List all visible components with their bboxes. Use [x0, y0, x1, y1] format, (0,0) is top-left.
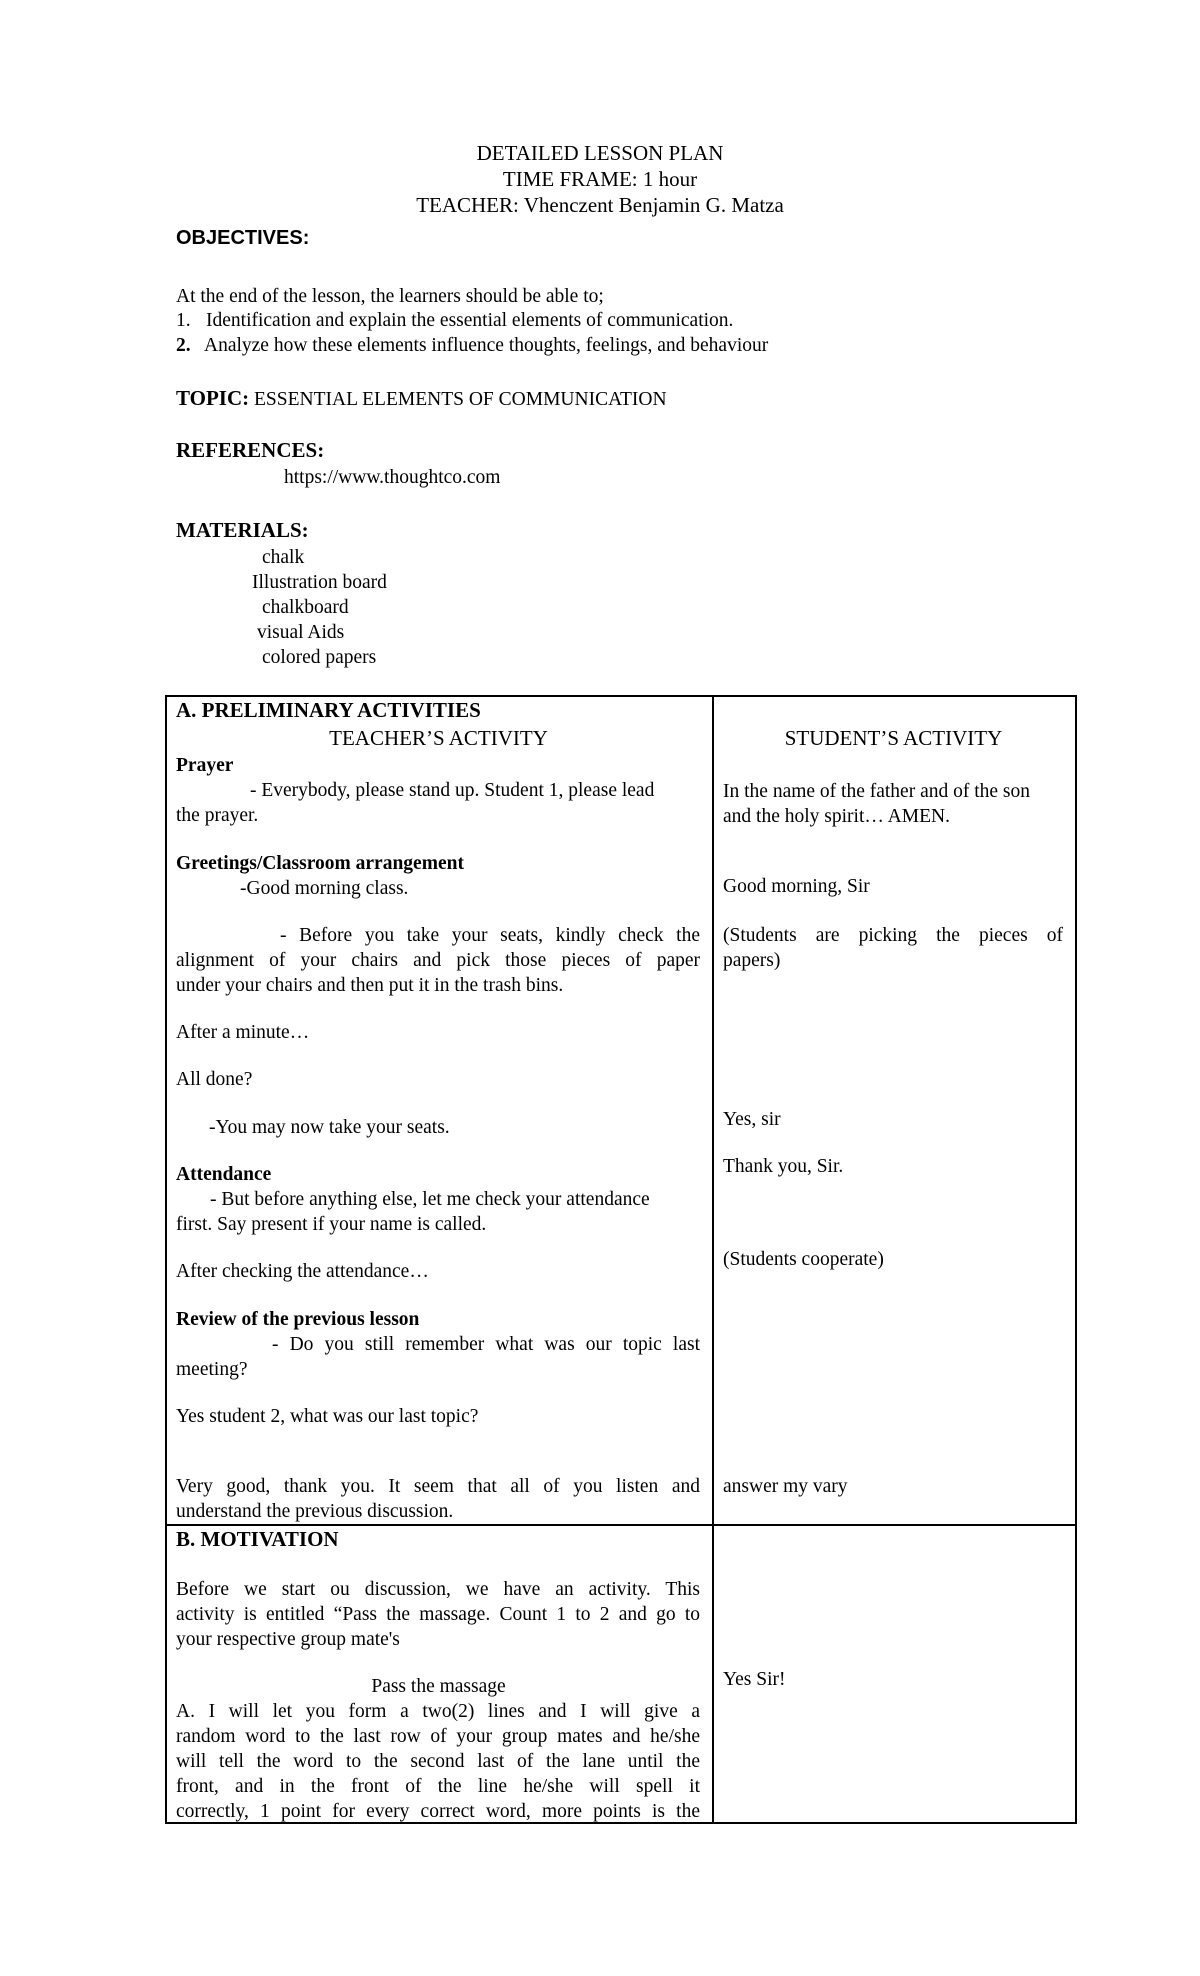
objective-2-number: 2. [176, 335, 191, 356]
student-cooperate: (Students cooperate) [723, 1249, 884, 1270]
activity-line-1: A. I will let you form a two(2) lines and I will give a [176, 1701, 700, 1722]
very-good-line-2: understand the previous discussion. [176, 1501, 454, 1522]
title-line-1: DETAILED LESSON PLAN [476, 141, 724, 165]
material-item: chalk [262, 547, 305, 568]
objective-1-text: Identification and explain the essential elements of communication. [206, 310, 734, 331]
objectives-heading: OBJECTIVES: [176, 227, 310, 249]
material-item: colored papers [262, 647, 377, 668]
take-seats: -You may now take your seats. [209, 1117, 450, 1138]
references-heading: REFERENCES: [176, 438, 325, 462]
motivation-line-3: your respective group mate's [176, 1629, 400, 1650]
objective-2-text: Analyze how these elements influence thoughts, feelings, and behaviour [204, 335, 769, 356]
table-border-left [165, 695, 167, 1823]
arrangement-line-2: alignment of your chairs and pick those pieces of paper [176, 950, 700, 971]
activity-line-2: random word to the last row of your group mates and he/she [176, 1726, 700, 1747]
material-item: visual Aids [257, 622, 345, 643]
activity-line-3: will tell the word to the second last of the lane until the [176, 1751, 700, 1772]
student-picking-2: papers) [723, 950, 781, 971]
motivation-line-2: activity is entitled “Pass the massage. Count 1 to 2 and go to [176, 1604, 700, 1625]
arrangement-line-1: - Before you take your seats, kindly check the [280, 925, 700, 946]
prayer-instruction-2: the prayer. [176, 805, 259, 826]
table-border-top [165, 695, 1077, 697]
prayer-heading: Prayer [176, 755, 234, 776]
student-activity-header: STUDENT’S ACTIVITY [784, 726, 1003, 750]
greetings-text: -Good morning class. [240, 878, 409, 899]
attendance-line-2: first. Say present if your name is called. [176, 1214, 487, 1235]
all-done: All done? [176, 1069, 253, 1090]
student-b-yes-sir: Yes Sir! [723, 1669, 786, 1690]
prayer-instruction-1: - Everybody, please stand up. Student 1, please lead [250, 780, 655, 801]
materials-heading: MATERIALS: [176, 518, 309, 542]
very-good-line-1: Very good, thank you. It seem that all of you listen and [176, 1476, 700, 1497]
student-prayer-2: and the holy spirit… AMEN. [723, 806, 950, 827]
material-item: Illustration board [252, 572, 387, 593]
reference-url: https://www.thoughtco.com [284, 467, 501, 488]
topic-value: ESSENTIAL ELEMENTS OF COMMUNICATION [254, 389, 667, 410]
activity-line-4: front, and in the front of the line he/she will spell it [176, 1776, 700, 1797]
student-thank-you: Thank you, Sir. [723, 1156, 844, 1177]
objectives-intro: At the end of the lesson, the learners should be able to; [176, 286, 604, 307]
topic-label: TOPIC: [176, 386, 250, 410]
activity-line-5: correctly, 1 point for every correct word, more points is the [176, 1801, 700, 1822]
student-good-morning: Good morning, Sir [723, 876, 870, 897]
student-prayer-1: In the name of the father and of the son [723, 781, 1031, 802]
title-line-2: TIME FRAME: 1 hour [502, 167, 698, 191]
attendance-heading: Attendance [176, 1164, 272, 1185]
table-border-right [1075, 695, 1077, 1823]
student-yes-sir: Yes, sir [723, 1109, 781, 1130]
title-line-3: TEACHER: Vhenczent Benjamin G. Matza [416, 193, 784, 217]
objective-1-number: 1. [176, 310, 191, 331]
section-b-heading: B. MOTIVATION [176, 1527, 339, 1551]
activity-title: Pass the massage [371, 1676, 506, 1697]
student-answer: answer my vary [723, 1476, 848, 1497]
table-row-divider [165, 1524, 1077, 1526]
after-a-minute: After a minute… [176, 1022, 310, 1043]
review-heading: Review of the previous lesson [176, 1309, 420, 1330]
section-a-heading: A. PRELIMINARY ACTIVITIES [176, 698, 481, 722]
teacher-activity-header: TEACHER’S ACTIVITY [329, 726, 548, 750]
arrangement-line-3: under your chairs and then put it in the trash bins. [176, 975, 564, 996]
attendance-line-1: - But before anything else, let me check your attendance [210, 1189, 650, 1210]
student-picking-1: (Students are picking the pieces of [723, 925, 1063, 946]
review-line-2: meeting? [176, 1359, 248, 1380]
greetings-heading: Greetings/Classroom arrangement [176, 853, 464, 874]
topic-line [176, 386, 667, 412]
after-attendance: After checking the attendance… [176, 1261, 429, 1282]
material-item: chalkboard [262, 597, 349, 618]
review-line-1: - Do you still remember what was our topic last [272, 1334, 700, 1355]
table-column-divider [712, 695, 714, 1823]
motivation-line-1: Before we start ou discussion, we have an activity. This [176, 1579, 700, 1600]
last-topic-question: Yes student 2, what was our last topic? [176, 1406, 479, 1427]
